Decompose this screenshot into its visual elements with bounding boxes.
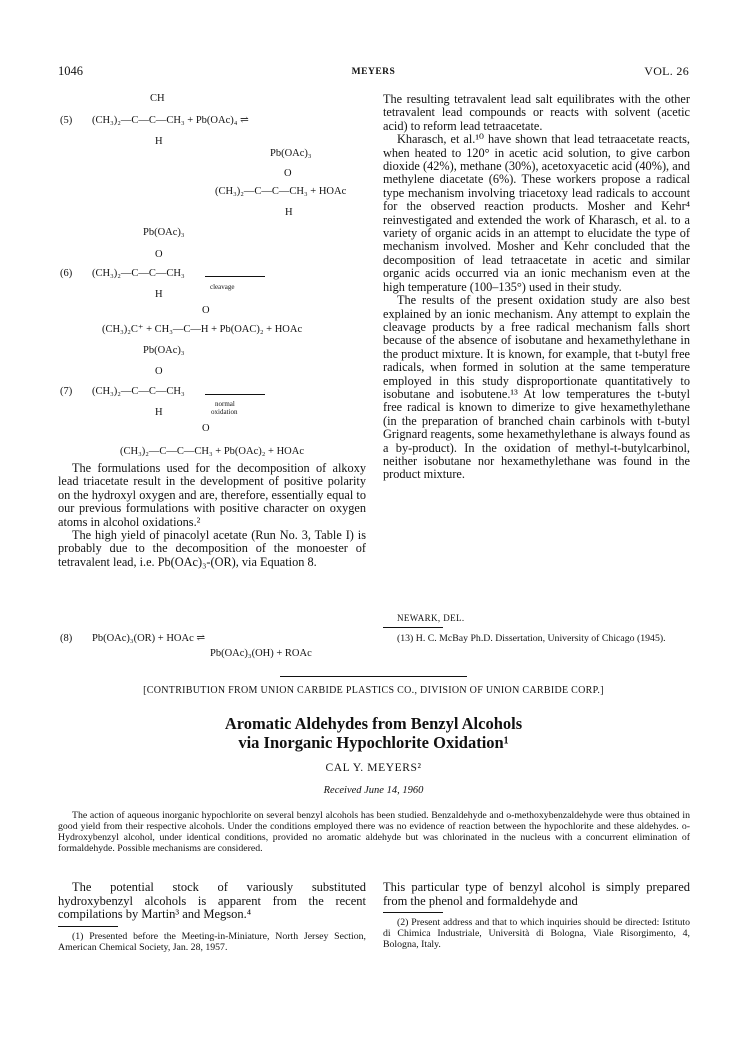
eq7-o: O	[155, 366, 163, 377]
eq5-prod-h: H	[285, 207, 293, 218]
section-divider	[280, 676, 467, 677]
footnote-13: (13) H. C. McBay Ph.D. Dissertation, University of Chicago (1945).	[397, 633, 666, 644]
article-title-line-1: Aromatic Aldehydes from Benzyl Alcohols	[224, 714, 523, 733]
eq7-top: Pb(OAc)₃	[143, 345, 185, 356]
eq7-arrow	[205, 394, 265, 395]
left-paragraph-2: The high yield of pinacolyl acetate (Run No. 3, Table I) is probably due to the decomposition of the monoester of tetravalent lead, i.e. Pb(OAc)₃-(OR), via Equation 8.	[58, 528, 366, 569]
eq6-top: Pb(OAc)₃	[143, 227, 185, 238]
volume-label: VOL. 26	[644, 64, 689, 78]
eq6-h: H	[155, 289, 163, 300]
eq5-line: (CH₃)₂—C—C—CH₃ + Pb(OAc)₄ ⇌	[92, 115, 249, 126]
eq7-label: (7)	[60, 386, 73, 397]
eq5-h: H	[155, 136, 163, 147]
footnote-rule-right-2	[383, 912, 443, 913]
abstract: The action of aqueous inorganic hypochlorite on several benzyl alcohols has been studied. Benzaldehyde and o-methoxybenzaldehyde were thus obtained in good yield from their respective alcohols. Under the conditions employed there was no evidence of reaction between the hypochlorite and these aldehydes. o-Hydroxybenzyl alcohol, under identical conditions, provided no aromatic aldehyde but was chlorinated in the nucleus with a concurrent elimination of formaldehyde. Possible mechanisms are considered.	[58, 810, 690, 854]
eq7-prod-line: (CH₃)₂—C—C—CH₃ + Pb(OAc)₂ + HOAc	[120, 446, 304, 457]
eq7-h: H	[155, 407, 163, 418]
eq6-prod-o: O	[202, 305, 210, 316]
article-body-right	[383, 881, 690, 908]
eq7-line: (CH₃)₂—C—C—CH₃	[92, 386, 185, 397]
eq5-label: (5)	[60, 115, 73, 126]
eq6-label: (6)	[60, 268, 73, 279]
eq7-prod-o: O	[202, 423, 210, 434]
eq8-label: (8)	[60, 633, 73, 644]
left-paragraph-1: The formulations used for the decomposition of alkoxy lead triacetate result in the development of positive polarity on the hydroxyl oxygen and are, therefore, essentially equal to our previous formulations with positive character on oxygen atoms in alcohol oxidations.²	[58, 461, 366, 529]
place-line: NEWARK, DEL.	[397, 613, 465, 623]
eq7-arrow-label1: normal	[215, 400, 235, 408]
received-line: Received June 14, 1960	[323, 785, 424, 796]
article-body-right-paragraph: This particular type of benzyl alcohol is simply prepared from the phenol and formaldehyde and	[383, 880, 690, 908]
eq6-arrow-label: cleavage	[210, 283, 235, 291]
eq8-prod: Pb(OAc)₃(OH) + ROAc	[210, 648, 312, 659]
right-paragraph-1: The resulting tetravalent lead salt equilibrates with the other tetravalent lead compounds or reacts with solvent (acetic acid) to reform lead tetraacetate.	[383, 92, 690, 133]
footnote-1: (1) Presented before the Meeting-in-Miniature, North Jersey Section, American Chemical Society, Jan. 28, 1957.	[58, 931, 366, 953]
right-paragraph-3: The results of the present oxidation study are also best explained by an ionic mechanism. Any attempt to explain the cleavage products by a free radical mechanism falls short because of the absence of isobutane and hexamethylethane in the product mixture. It is known, for example, that t-butyl free radicals, when formed in solution at the same temperature employed in this study disproportionate quantitatively to isobutane and isobutene.¹³ At low temperatures the t-butyl free radical is known to dimerize to give hexamethylethane (in the preparation of branched chain carbinols with t-butyl Grignard reagents, some hexamethylethane is always found as a by-product). In the oxidation of methyl-t-butylcarbinol, neither isobutane nor hexamethylethane was found in the product mixture.	[383, 293, 690, 482]
eq7-arrow-label2: oxidation	[211, 408, 238, 416]
author-line: CAL Y. MEYERS²	[325, 762, 422, 774]
left-column	[58, 462, 366, 569]
contribution-line: [CONTRIBUTION FROM UNION CARBIDE PLASTICS CO., DIVISION OF UNION CARBIDE CORP.]	[143, 685, 604, 696]
eq5-prod-o: O	[284, 168, 292, 179]
eq8-line: Pb(OAc)₃(OR) + HOAc ⇌	[92, 633, 206, 644]
eq6-prod-line: (CH₃)₂C⁺ + CH₃—C—H + Pb(OAC)₂ + HOAc	[102, 324, 303, 335]
right-paragraph-2: Kharasch, et al.¹⁰ have shown that lead tetraacetate reacts, when heated to 120° in acetic acid solution, to give carbon dioxide (42%), methane (30%), acetoxyacetic acid (40%), and methylene diacetate (6%). These workers propose a radical type mechanism involving triacetoxy lead radicals to account for the observed reaction products. Mosher and Kehr⁴ reinvestigated and extended the work of Kharasch, et al. to a variety of organic acids in an attempt to elucidate the type of mechanism involved. Mosher and Kehr concluded that the decomposition of lead tetraacetate in acetic and similar organic acids occurred via an ionic mechanism even at the high temperature (100–135°) used in their study.	[383, 132, 690, 294]
right-column	[383, 93, 690, 482]
article-body-left-paragraph: The potential stock of variously substituted hydroxybenzyl alcohols is apparent from the recent compilations by Martin³ and Megson.⁴	[58, 880, 366, 922]
eq5-prod-line: (CH₃)₂—C—C—CH₃ + HOAc	[215, 186, 347, 197]
footnote-rule-left	[58, 926, 118, 927]
eq5-top: CH	[150, 93, 165, 104]
article-title-line-2: via Inorganic Hypochlorite Oxidation¹	[238, 733, 509, 752]
eq6-line: (CH₃)₂—C—C—CH₃	[92, 268, 185, 279]
footnote-2: (2) Present address and that to which inquiries should be directed: Istituto di Chimica Industriale, Università di Bologna, Viale Risorgimento, 4, Bologna, Italy.	[383, 917, 690, 950]
eq5-prod-top: Pb(OAc)₃	[270, 148, 312, 159]
page-number: 1046	[58, 64, 83, 78]
footnote-rule-right	[383, 627, 443, 628]
running-title: MEYERS	[351, 67, 396, 77]
article-body-left	[58, 881, 366, 922]
eq6-arrow	[205, 276, 265, 277]
eq6-o: O	[155, 249, 163, 260]
